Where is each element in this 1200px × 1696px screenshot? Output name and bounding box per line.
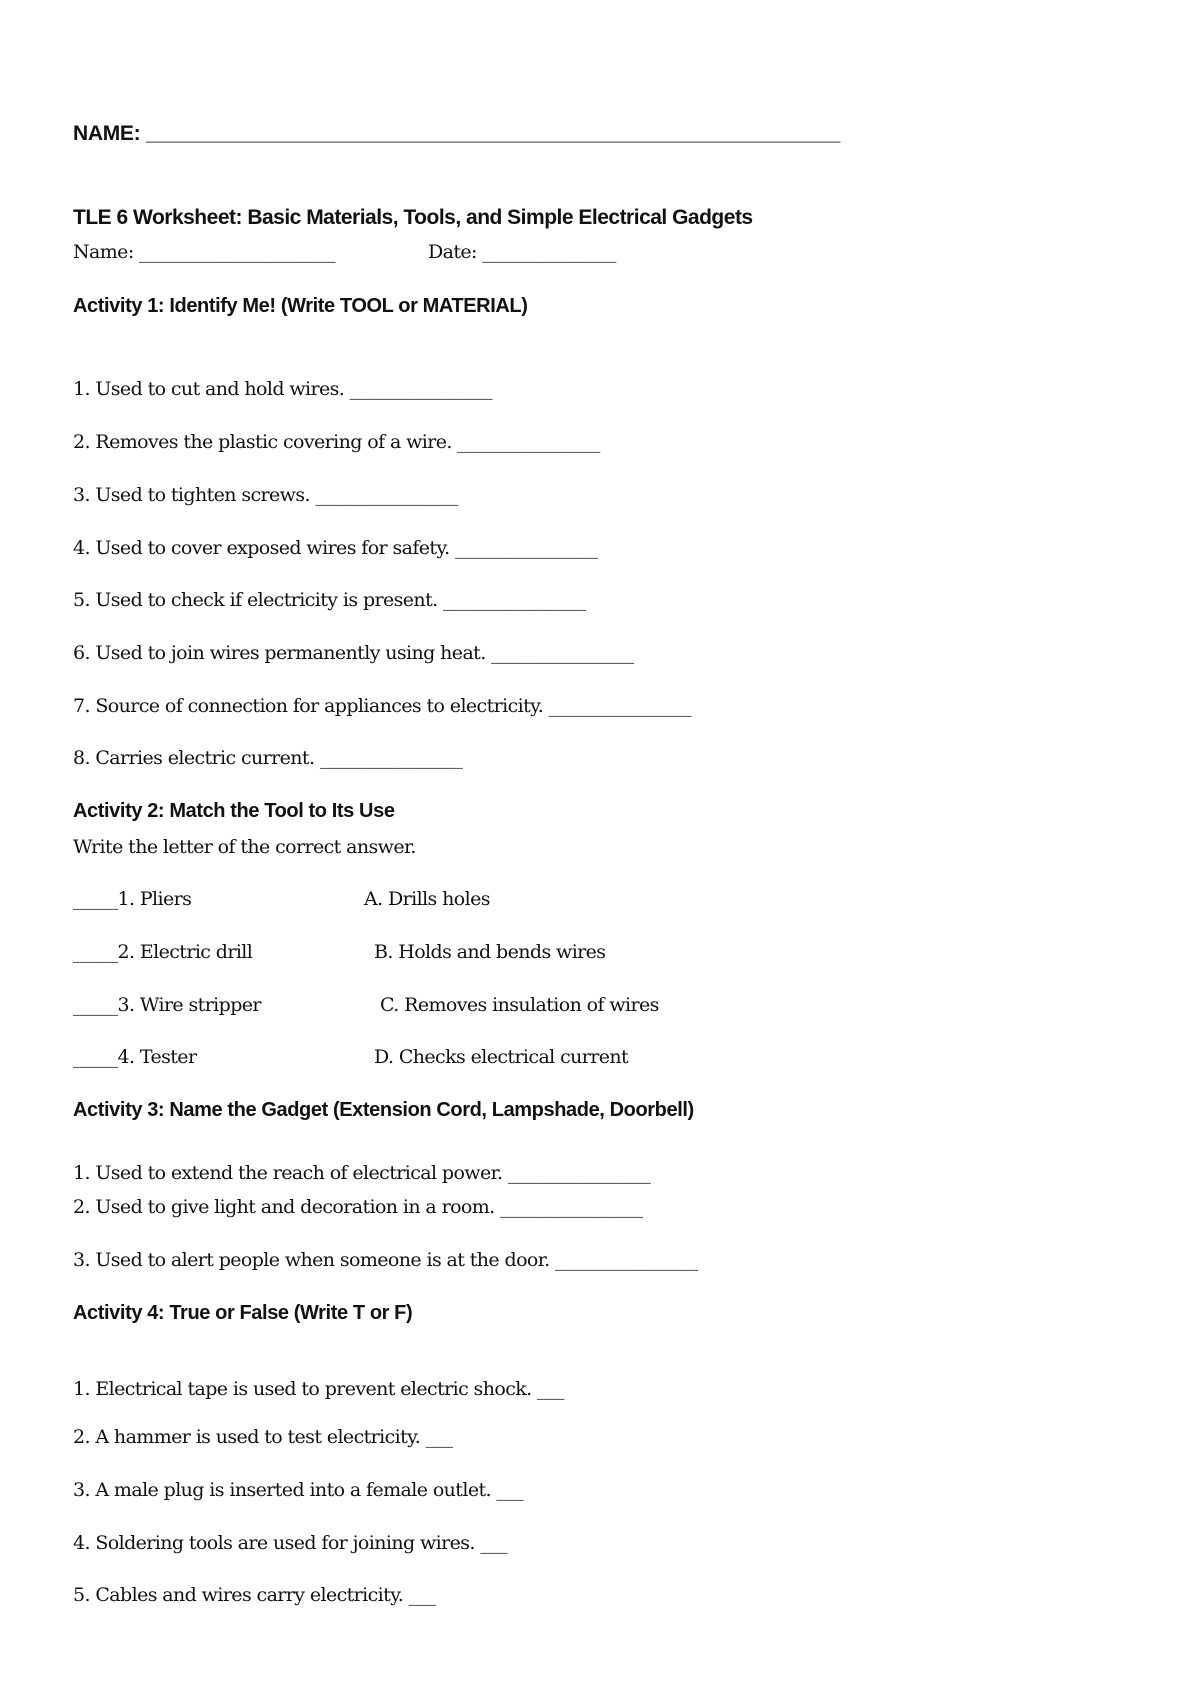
match-use: D. Checks electrical current: [374, 1046, 629, 1068]
activity1-item: 5. Used to check if electricity is present. ________________: [73, 589, 586, 611]
activity1-item: 2. Removes the plastic covering of a wire. ________________: [73, 431, 600, 453]
activity1-item: 7. Source of connection for appliances to electricity. ________________: [73, 695, 692, 717]
activity4-item: 3. A male plug is inserted into a female outlet. ___: [73, 1479, 524, 1501]
activity2-instruction: Write the letter of the correct answer.: [73, 836, 416, 858]
activity1-item: 3. Used to tighten screws. ________________: [73, 484, 458, 506]
activity4-item: 2. A hammer is used to test electricity. ___: [73, 1426, 453, 1448]
date-field: Date: _______________: [428, 241, 616, 263]
name-field: Name: ______________________: [73, 241, 335, 263]
activity1-item: 6. Used to join wires permanently using heat. ________________: [73, 642, 634, 664]
activity1-item: 8. Carries electric current. ________________: [73, 747, 463, 769]
match-tool: _____4. Tester: [73, 1046, 197, 1068]
activity3-item: 1. Used to extend the reach of electrical power. ________________: [73, 1162, 651, 1184]
activity1-item: 1. Used to cut and hold wires. ________________: [73, 378, 493, 400]
activity3-item: 2. Used to give light and decoration in a room. ________________: [73, 1196, 643, 1218]
page-title: TLE 6 Worksheet: Basic Materials, Tools, and Simple Electrical Gadgets: [73, 206, 753, 229]
match-tool: _____3. Wire stripper: [73, 994, 261, 1016]
activity4-item: 4. Soldering tools are used for joining wires. ___: [73, 1532, 507, 1554]
activity1-heading: Activity 1: Identify Me! (Write TOOL or MATERIAL): [73, 295, 528, 317]
match-tool: _____1. Pliers: [73, 888, 192, 910]
match-use: A. Drills holes: [364, 888, 490, 910]
activity4-item: 5. Cables and wires carry electricity. ___: [73, 1584, 436, 1606]
activity2-heading: Activity 2: Match the Tool to Its Use: [73, 800, 395, 822]
activity1-item: 4. Used to cover exposed wires for safety. ________________: [73, 537, 598, 559]
match-tool: _____2. Electric drill: [73, 941, 253, 963]
name-line: NAME: _____________________________________________________________: [73, 122, 840, 145]
activity4-item: 1. Electrical tape is used to prevent electric shock. ___: [73, 1378, 564, 1400]
activity3-item: 3. Used to alert people when someone is at the door. ________________: [73, 1249, 698, 1271]
activity3-heading: Activity 3: Name the Gadget (Extension Cord, Lampshade, Doorbell): [73, 1099, 694, 1121]
match-use: C. Removes insulation of wires: [380, 994, 659, 1016]
match-use: B. Holds and bends wires: [374, 941, 606, 963]
activity4-heading: Activity 4: True or False (Write T or F): [73, 1302, 413, 1324]
